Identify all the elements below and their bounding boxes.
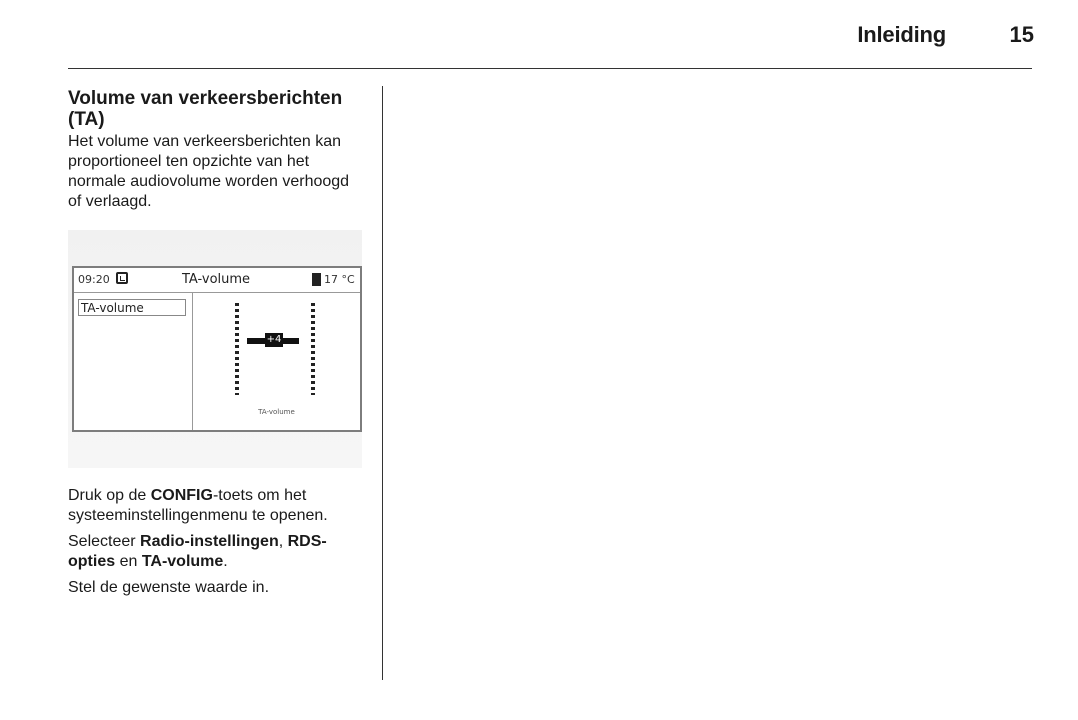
menu-panel [74, 293, 193, 430]
screen-title: TA-volume [182, 272, 251, 287]
volume-scale-left [235, 303, 239, 395]
infotainment-screen [72, 266, 362, 432]
thermometer-icon [312, 273, 321, 286]
intro-paragraph: Het volume van verkeersberichten kan proportioneel ten opzichte van het normale audiovolume worden verhoogd of verlaagd. [68, 133, 350, 210]
running-header-title: Inleiding [857, 22, 946, 47]
column-divider [382, 86, 383, 680]
rds-options-label: RDS-opties [68, 533, 327, 570]
instruction-select [68, 532, 364, 572]
text-run: Selecteer [68, 533, 141, 550]
clock-time: 09:20 [78, 273, 110, 286]
ta-volume-label: TA-volume [141, 553, 224, 570]
section-heading: Volume van verkeersberichten (TA) [68, 88, 343, 130]
page-number: 15 [1009, 22, 1034, 47]
status-bar [74, 268, 360, 293]
clock-icon [116, 272, 128, 284]
left-column [68, 88, 364, 598]
instruction-config [68, 486, 364, 526]
volume-scale-right [311, 303, 315, 395]
outside-temperature: 17 °C [324, 273, 355, 286]
header-divider [68, 68, 1032, 69]
text-run: Druk op de [68, 487, 151, 504]
display-figure [68, 230, 362, 468]
volume-caption: TA-volume [258, 408, 295, 416]
instruction-set-value: Stel de gewenste waarde in. [68, 579, 270, 596]
text-run: . [223, 553, 228, 570]
text-run: , [278, 533, 288, 550]
volume-panel [193, 293, 360, 430]
volume-value: +4 [266, 334, 282, 345]
menu-item-ta-volume: TA-volume [78, 299, 186, 316]
config-key-label: CONFIG [150, 487, 213, 504]
radio-settings-label: Radio-instellingen [140, 533, 279, 550]
text-run: en [115, 553, 142, 570]
text-run: -toets om het systeeminstellingenmenu te openen. [68, 487, 328, 524]
